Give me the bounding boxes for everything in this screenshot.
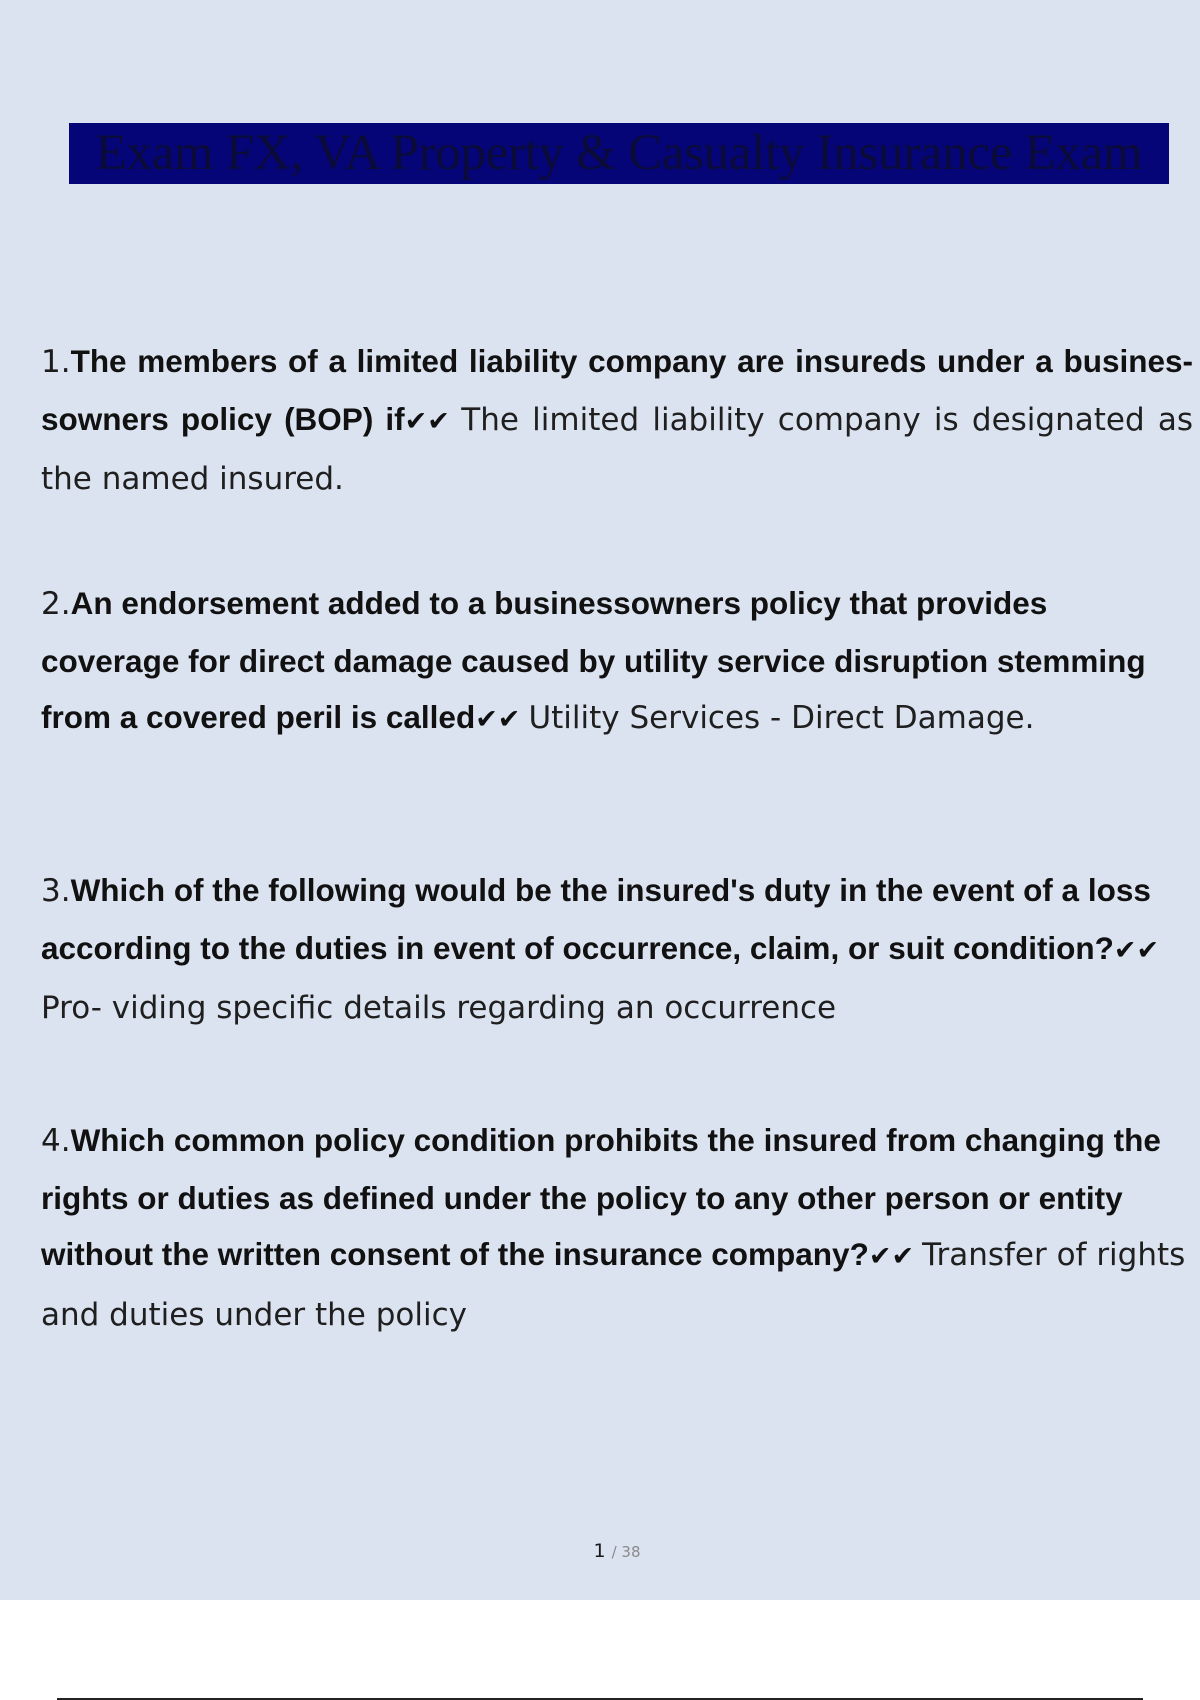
answer-text: Transfer of rights and duties under the policy bbox=[41, 1237, 1186, 1333]
question-number: 2. bbox=[41, 586, 71, 622]
question-item bbox=[41, 1112, 1193, 1343]
question-number: 1. bbox=[41, 344, 71, 380]
question-item bbox=[41, 862, 1193, 1037]
question-item bbox=[41, 333, 1193, 508]
document-title: Exam FX, VA Property & Casualty Insurance Exam bbox=[95, 125, 1143, 181]
question-text: The members of a limited liability company are insureds under a busines- sowners policy (BOP) if bbox=[41, 343, 1193, 437]
page-indicator bbox=[0, 1540, 1200, 1562]
checkmark-icon: ✔✔ bbox=[475, 704, 521, 735]
question-text: Which of the following would be the insured's duty in the event of a loss according to the duties in event of occurrence, claim, or suit condition? bbox=[41, 872, 1151, 966]
checkmark-icon: ✔✔ bbox=[404, 405, 450, 437]
question-number: 3. bbox=[41, 873, 71, 909]
checkmark-icon: ✔✔ bbox=[868, 1241, 915, 1272]
total-pages: / 38 bbox=[611, 1543, 641, 1561]
current-page: 1 bbox=[593, 1540, 606, 1562]
question-text: An endorsement added to a businessowners policy that provides coverage for direct damage caused by utility service disruption stemming from a covered peril is called bbox=[41, 585, 1146, 735]
answer-text: Utility Services - Direct Damage. bbox=[528, 700, 1035, 736]
question-number: 4. bbox=[41, 1123, 71, 1159]
answer-text: The limited liability company is designated as the named insured. bbox=[41, 401, 1193, 497]
checkmark-icon: ✔✔ bbox=[1113, 934, 1160, 966]
question-item bbox=[41, 575, 1193, 749]
title-highlight bbox=[69, 123, 1169, 184]
question-text: Which common policy condition prohibits the insured from changing the rights or duties as defined under the policy to any other person or entity without the written consent of the insurance company? bbox=[41, 1122, 1161, 1272]
answer-text: Pro- viding specific details regarding an occurrence bbox=[41, 990, 837, 1026]
